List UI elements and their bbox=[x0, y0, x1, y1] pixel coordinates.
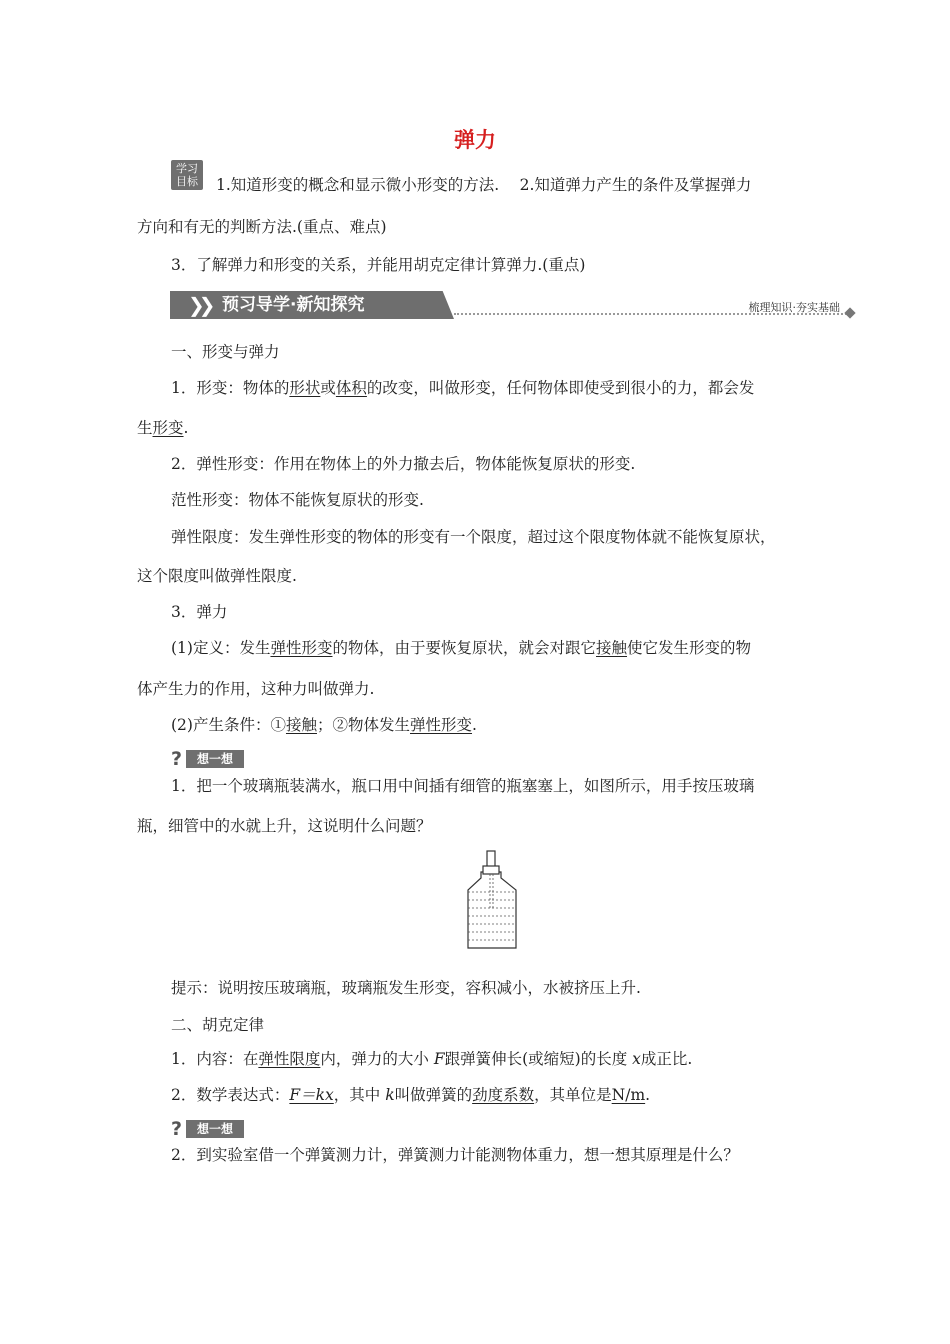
question-mark-icon: ? bbox=[171, 748, 183, 770]
section2-heading: 二、胡克定律 bbox=[171, 1016, 265, 1034]
banner-left-label: 预习导学·新知探究 bbox=[222, 295, 365, 315]
learning-goals-badge bbox=[171, 160, 203, 190]
diamond-icon bbox=[844, 307, 855, 318]
question-1-line2: 瓶，细管中的水就上升，这说明什么问题？ bbox=[137, 817, 432, 835]
s1-paragraph-1b: 生形变. bbox=[137, 419, 189, 437]
badge-line2: 目标 bbox=[176, 175, 198, 188]
double-chevron-icon: ❯❯ bbox=[188, 293, 210, 317]
section-banner bbox=[170, 291, 860, 323]
s1-paragraph-2: 2．弹性形变：作用在物体上的外力撤去后，物体能恢复原状的形变. bbox=[171, 455, 636, 473]
section1-heading: 一、形变与弹力 bbox=[171, 343, 280, 361]
think-label: 想一想 bbox=[186, 1120, 244, 1138]
s1-paragraph-4: 弹性限度：发生弹性形变的物体的形变有一个限度，超过这个限度物体就不能恢复原状， bbox=[171, 528, 776, 546]
s2-paragraph-1: 1．内容：在弹性限度内，弹力的大小 F跟弹簧伸长(或缩短)的长度 x成正比. bbox=[171, 1050, 693, 1068]
question-2: 2．到实验室借一个弹簧测力计，弹簧测力计能测物体重力，想一想其原理是什么？ bbox=[171, 1146, 739, 1164]
banner-right-label: 梳理知识·夯实基础 bbox=[748, 301, 840, 314]
goals-line1: 1.知道形变的概念和显示微小形变的方法. 2.知道弹力产生的条件及掌握弹力 bbox=[216, 176, 752, 194]
think-badge-2 bbox=[171, 1120, 251, 1138]
think-badge-1 bbox=[171, 750, 251, 768]
s2-paragraph-2: 2．数学表达式：F＝kx，其中 k叫做弹簧的劲度系数，其单位是N/m. bbox=[171, 1086, 651, 1104]
s1-paragraph-4b: 这个限度叫做弹性限度. bbox=[137, 567, 297, 585]
bottle-figure bbox=[462, 850, 524, 950]
s1-paragraph-6b: 体产生力的作用，这种力叫做弹力. bbox=[137, 680, 375, 698]
badge-line1: 学习 bbox=[176, 162, 198, 175]
goals-line2: 方向和有无的判断方法.(重点、难点) bbox=[137, 218, 387, 236]
s1-paragraph-6: (1)定义：发生弹性形变的物体，由于要恢复原状，就会对跟它接触使它发生形变的物 bbox=[171, 639, 752, 657]
s1-paragraph-7: (2)产生条件：①接触；②物体发生弹性形变. bbox=[171, 716, 477, 734]
page-title: 弹力 bbox=[454, 127, 496, 152]
s1-paragraph-3: 范性形变：物体不能恢复原状的形变. bbox=[171, 491, 424, 509]
question-mark-icon: ? bbox=[171, 1118, 183, 1140]
think-label: 想一想 bbox=[186, 750, 244, 768]
question-1-line1: 1．把一个玻璃瓶装满水，瓶口用中间插有细管的瓶塞塞上，如图所示，用手按压玻璃 bbox=[171, 777, 755, 795]
hint-1: 提示：说明按压玻璃瓶，玻璃瓶发生形变，容积减小，水被挤压上升. bbox=[171, 979, 641, 997]
goals-line3: 3．了解弹力和形变的关系，并能用胡克定律计算弹力.(重点) bbox=[171, 256, 586, 274]
s1-paragraph-5: 3．弹力 bbox=[171, 603, 228, 621]
s1-paragraph-1: 1．形变：物体的形状或体积的改变，叫做形变，任何物体即使受到很小的力，都会发 bbox=[171, 379, 755, 397]
